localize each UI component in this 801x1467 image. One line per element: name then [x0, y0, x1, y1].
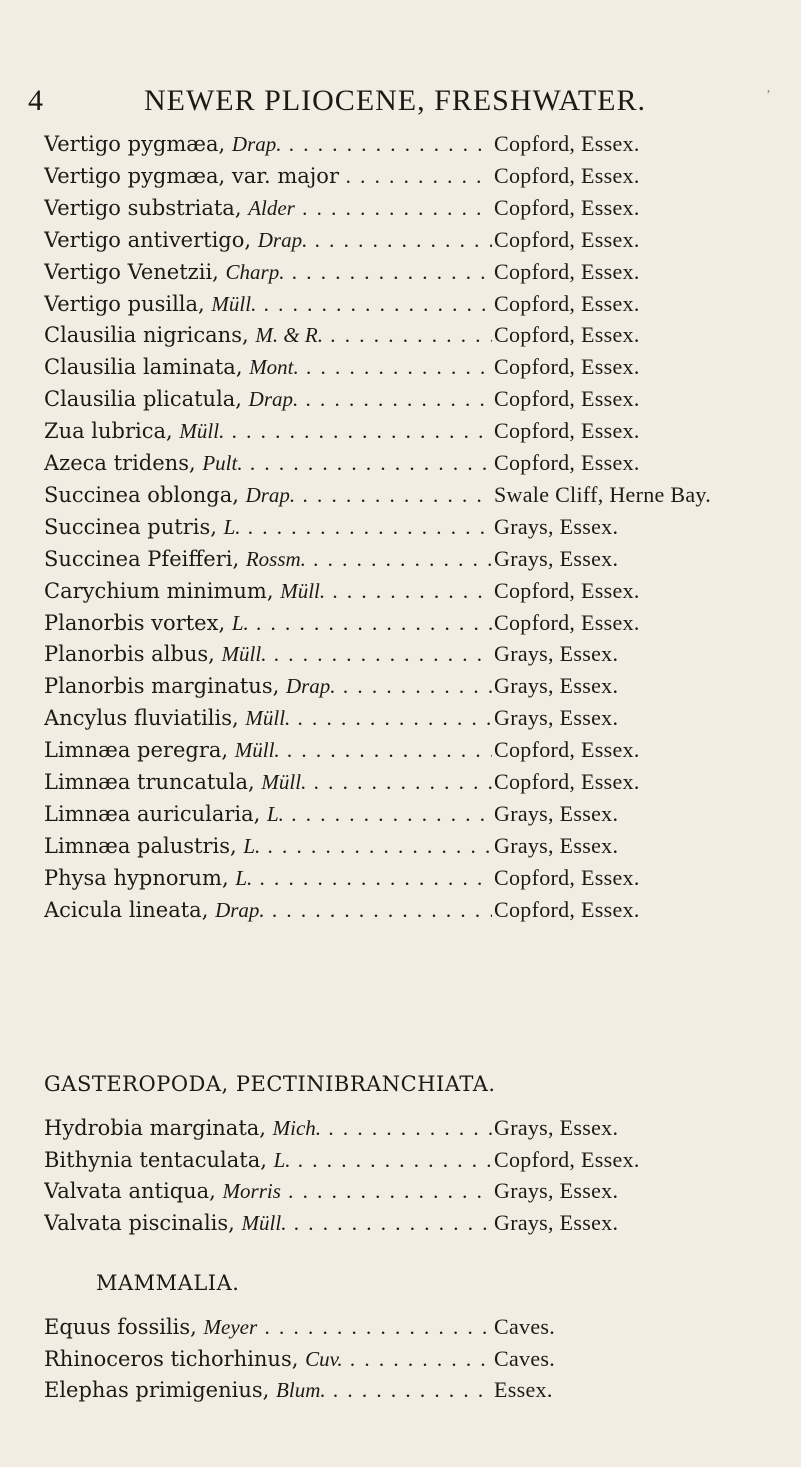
species-name-cell [44, 734, 492, 766]
list-entry [44, 511, 784, 543]
species-name: Clausilia plicatula, [44, 387, 242, 412]
list-entry [44, 415, 784, 447]
author-name: Müll. [211, 291, 257, 316]
list-entry [44, 192, 784, 224]
author-name: Mich. [272, 1116, 322, 1140]
author-name: L. [273, 1147, 291, 1172]
author-name: M. & R. [255, 323, 323, 348]
species-leader [44, 702, 492, 734]
species-leader [44, 1311, 492, 1343]
locality: Copford, Essex. [494, 226, 640, 252]
list-entry [44, 319, 784, 351]
species-name-cell [44, 1112, 492, 1144]
author-name: Müll. [261, 770, 307, 794]
author-name: L. [235, 865, 253, 890]
species-name: Planorbis marginatus, [44, 674, 280, 699]
list-entry [44, 607, 784, 639]
species-leader [44, 288, 492, 320]
species-leader [44, 638, 492, 670]
species-leader [44, 670, 492, 702]
species-leader [44, 543, 492, 575]
species-leader [44, 1207, 492, 1239]
locality: Copford, Essex. [494, 386, 640, 412]
species-name-cell [44, 224, 492, 256]
list-entry [44, 1311, 784, 1343]
author-name: Drap. [245, 482, 296, 507]
species-leader [44, 319, 492, 351]
species-name-cell [44, 1144, 492, 1176]
author-name: Drap. [231, 132, 282, 156]
page-number: 4 [28, 84, 44, 117]
list-entry [44, 766, 784, 798]
species-name: Rhinoceros tichorhinus, [44, 1346, 299, 1371]
locality: Copford, Essex. [494, 194, 640, 220]
species-name: Bithynia tentaculata, [44, 1147, 267, 1172]
locality: Copford, Essex. [494, 450, 640, 475]
locality: Copford, Essex. [494, 418, 640, 444]
locality: Copford, Essex. [494, 162, 640, 188]
locality: Grays, Essex. [494, 513, 619, 539]
species-name: Ancylus fluviatilis, [44, 706, 239, 731]
species-leader [44, 798, 492, 830]
locality: Grays, Essex. [494, 641, 619, 667]
list-entry [44, 638, 784, 670]
author-name: Rossm. [245, 546, 306, 571]
locality: Essex. [494, 1377, 553, 1402]
locality: Grays, Essex. [494, 673, 619, 699]
list-entry [44, 1175, 784, 1207]
author-name: Drap. [215, 897, 265, 922]
author-name: Pult. [202, 451, 243, 475]
author-name: Drap. [248, 387, 299, 412]
species-name-cell [44, 766, 492, 798]
species-name-cell [44, 862, 492, 894]
list-entry [44, 543, 784, 575]
species-name: Elephas primigenius, [44, 1378, 270, 1402]
locality: Grays, Essex. [494, 705, 619, 731]
species-name: Vertigo pygmæa, [44, 132, 226, 156]
list-entry [44, 830, 784, 862]
species-leader [44, 383, 492, 415]
list-entry [44, 862, 784, 894]
species-name: Vertigo antivertigo, [44, 227, 252, 252]
locality: Copford, Essex. [494, 609, 640, 635]
author-name: L. [231, 610, 249, 635]
locality: Grays, Essex. [494, 1115, 619, 1140]
locality: Copford, Essex. [494, 896, 640, 922]
species-name: Vertigo pygmæa, var. major [44, 163, 339, 188]
list-entry [44, 351, 784, 383]
locality: Caves. [494, 1345, 556, 1371]
species-leader [44, 224, 492, 256]
list-entry [44, 288, 784, 320]
list-entry [44, 1207, 784, 1239]
locality: Copford, Essex. [494, 864, 640, 890]
species-leader [44, 1144, 492, 1176]
locality: Grays, Essex. [494, 832, 619, 858]
locality: Copford, Essex. [494, 577, 640, 603]
author-name: Müll. [245, 706, 291, 731]
locality: Copford, Essex. [494, 322, 640, 348]
species-leader [44, 830, 492, 862]
list-entry [44, 670, 784, 702]
species-name-cell [44, 479, 492, 511]
author-name: Müll. [221, 642, 267, 667]
species-leader [44, 160, 492, 192]
species-name: Succinea Pfeifferi, [44, 546, 240, 571]
species-name: Limnæa auricularia, [44, 801, 261, 826]
species-name: Hydrobia marginata, [44, 1116, 266, 1140]
species-leader [44, 894, 492, 926]
locality: Swale Cliff, Herne Bay. [494, 481, 712, 507]
author-name: L. [243, 833, 261, 858]
species-name: Vertigo Venetzii, [44, 259, 219, 284]
species-name-cell [44, 128, 492, 160]
species-name-cell [44, 447, 492, 479]
list-entry [44, 1112, 784, 1144]
author-name: Müll. [179, 419, 225, 444]
list-entry [44, 383, 784, 415]
species-leader [44, 415, 492, 447]
list-entry [44, 160, 784, 192]
species-name-cell [44, 1311, 492, 1343]
species-name-cell [44, 543, 492, 575]
species-name: Succinea putris, [44, 514, 217, 539]
species-name-cell [44, 638, 492, 670]
species-leader [44, 128, 492, 160]
species-name: Valvata antiqua, [44, 1179, 216, 1203]
locality: Copford, Essex. [494, 737, 640, 763]
author-name: Alder [248, 195, 295, 220]
list-entry [44, 256, 784, 288]
list-entry [44, 798, 784, 830]
species-name-cell [44, 702, 492, 734]
species-name-cell [44, 351, 492, 383]
species-name: Succinea oblonga, [44, 482, 239, 507]
section-heading-gasteropoda: GASTEROPODA, PECTINIBRANCHIATA. [44, 1072, 496, 1096]
species-name: Azeca tridens, [44, 451, 196, 475]
species-name-cell [44, 192, 492, 224]
author-name: Drap. [257, 227, 308, 252]
list-entry [44, 575, 784, 607]
species-name-cell [44, 319, 492, 351]
locality: Copford, Essex. [494, 1146, 640, 1172]
species-name: Carychium minimum, [44, 578, 274, 603]
list-entry [44, 1374, 784, 1406]
species-name: Clausilia nigricans, [44, 323, 249, 348]
species-leader [44, 1175, 492, 1207]
species-name-cell [44, 288, 492, 320]
species-name-cell [44, 894, 492, 926]
species-name-cell [44, 575, 492, 607]
species-name: Planorbis vortex, [44, 610, 226, 635]
species-name-cell [44, 1343, 492, 1375]
species-leader [44, 607, 492, 639]
species-name: Acicula lineata, [44, 897, 209, 922]
species-leader [44, 766, 492, 798]
locality: Grays, Essex. [494, 800, 619, 826]
species-leader [44, 862, 492, 894]
locality: Copford, Essex. [494, 258, 640, 284]
species-leader [44, 256, 492, 288]
species-name: Clausilia laminata, [44, 355, 243, 380]
species-leader [44, 192, 492, 224]
list-entry [44, 128, 784, 160]
author-name: Cuv. [305, 1346, 343, 1371]
author-name: Müll. [280, 578, 326, 603]
author-name: Blum. [276, 1378, 326, 1402]
species-leader [44, 447, 492, 479]
species-name-cell [44, 256, 492, 288]
species-leader [44, 1374, 492, 1406]
locality: Grays, Essex. [494, 545, 619, 571]
list-entry [44, 447, 784, 479]
species-leader [44, 1343, 492, 1375]
species-name-cell [44, 511, 492, 543]
list-entry [44, 479, 784, 511]
species-leader [44, 511, 492, 543]
species-name: Limnæa palustris, [44, 833, 237, 858]
species-leader [44, 351, 492, 383]
locality: Copford, Essex. [494, 131, 640, 156]
species-name-cell [44, 160, 492, 192]
species-leader [44, 734, 492, 766]
species-name: Limnæa truncatula, [44, 770, 255, 794]
species-name-cell [44, 1207, 492, 1239]
locality: Copford, Essex. [494, 769, 640, 794]
list-entry [44, 224, 784, 256]
running-header [28, 84, 788, 124]
species-name: Zua lubrica, [44, 419, 173, 444]
locality: Copford, Essex. [494, 354, 640, 380]
species-name-cell [44, 830, 492, 862]
author-name: Drap. [285, 674, 336, 699]
list-entry [44, 734, 784, 766]
author-name: L. [223, 514, 241, 539]
species-name-cell [44, 415, 492, 447]
species-name-cell [44, 607, 492, 639]
author-name: Müll. [234, 738, 280, 763]
species-name-cell [44, 1175, 492, 1207]
page-title: NEWER PLIOCENE, FRESHWATER. [144, 84, 646, 117]
list-entry [44, 1343, 784, 1375]
author-name: Müll. [241, 1210, 287, 1235]
list-entry [44, 702, 784, 734]
species-name-cell [44, 1374, 492, 1406]
species-name: Physa hypnorum, [44, 865, 229, 890]
corner-mark: ’ [766, 88, 772, 103]
species-name: Limnæa peregra, [44, 738, 229, 763]
species-name: Valvata piscinalis, [44, 1210, 235, 1235]
locality: Caves. [494, 1314, 556, 1339]
species-name: Equus fossilis, [44, 1315, 197, 1339]
species-leader [44, 575, 492, 607]
author-name: Mont. [249, 355, 299, 380]
author-name: L. [267, 801, 284, 826]
locality: Grays, Essex. [494, 1209, 619, 1235]
species-name: Planorbis albus, [44, 642, 215, 667]
list-entry [44, 1144, 784, 1176]
species-leader [44, 479, 492, 511]
author-name: Charp. [225, 259, 285, 284]
species-name-cell [44, 383, 492, 415]
species-name: Vertigo pusilla, [44, 291, 205, 316]
section-heading-mammalia: MAMMALIA. [96, 1271, 240, 1295]
author-name: Meyer [203, 1315, 258, 1339]
species-leader [44, 1112, 492, 1144]
list-entry [44, 894, 784, 926]
locality: Grays, Essex. [494, 1178, 619, 1203]
species-name-cell [44, 798, 492, 830]
species-name-cell [44, 670, 492, 702]
locality: Copford, Essex. [494, 290, 640, 316]
author-name: Morris [222, 1179, 281, 1203]
species-name: Vertigo substriata, [44, 195, 242, 220]
